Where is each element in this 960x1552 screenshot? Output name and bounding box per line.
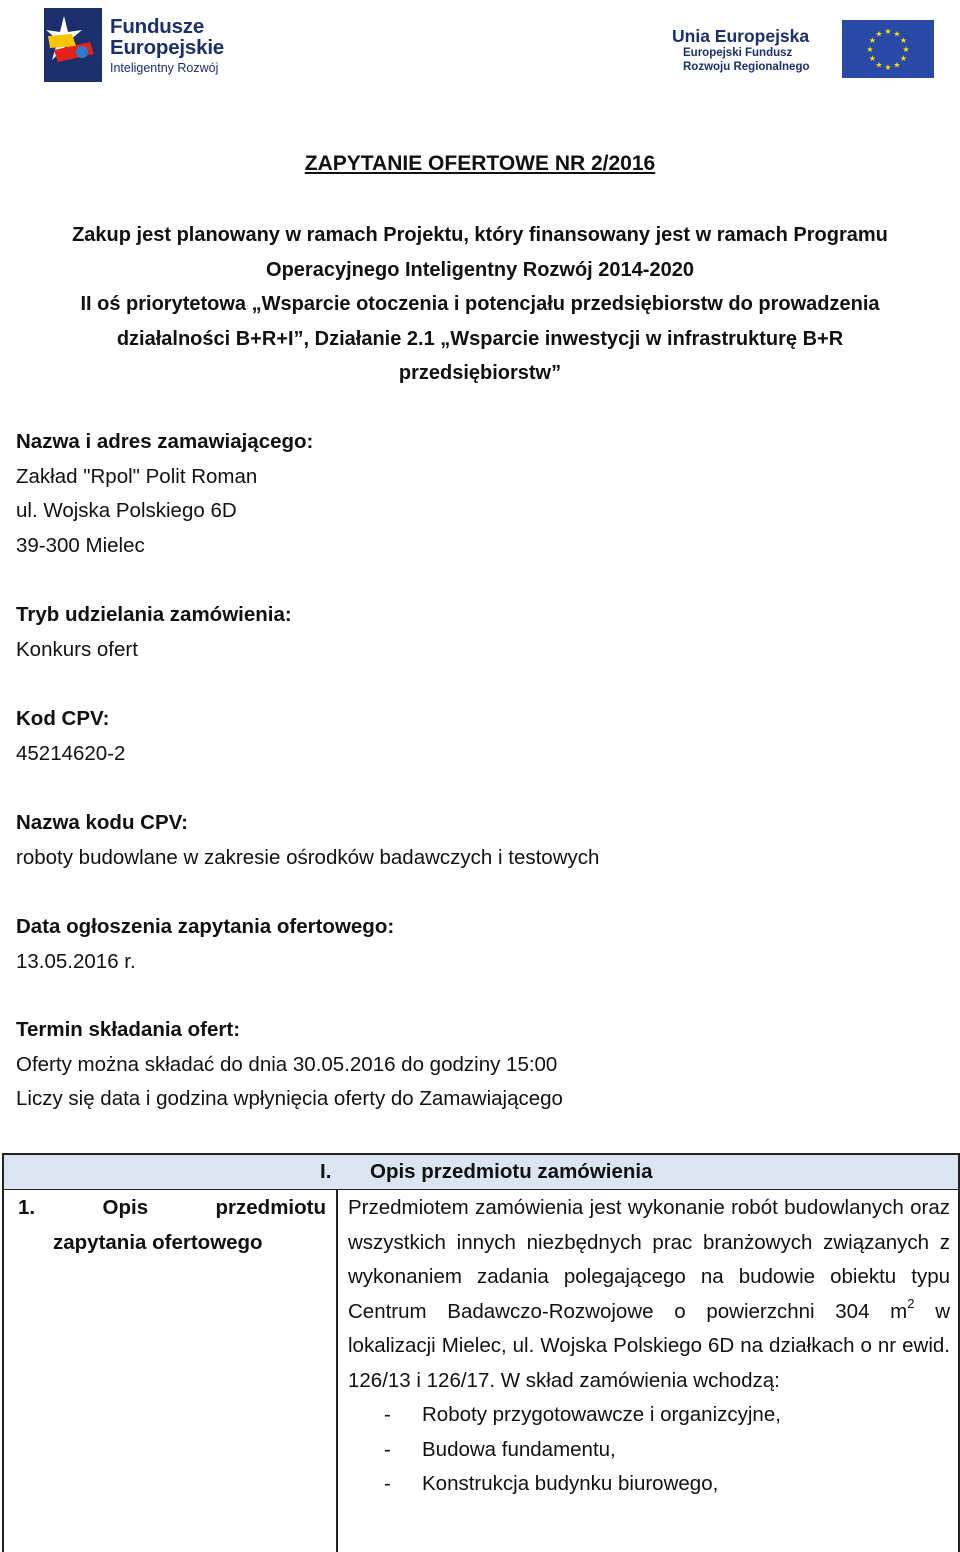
list-item <box>348 1398 950 1433</box>
section-value: 45214620-2 <box>16 741 126 765</box>
fe-logo-line3: Inteligentny Rozwój <box>110 61 219 75</box>
svg-text:★: ★ <box>868 36 877 45</box>
table-column-divider <box>336 1190 338 1552</box>
intro-line: działalności B+R+I”, Działanie 2.1 „Wsparcie inwestycji w infrastrukturę B+R <box>116 327 844 350</box>
svg-text:★: ★ <box>884 63 892 72</box>
svg-text:★: ★ <box>902 45 910 54</box>
deadline-line: Liczy się data i godzina wpłynięcia oferty do Zamawiającego <box>16 1087 563 1110</box>
svg-text:★: ★ <box>893 60 901 70</box>
row-label-word: przedmiotu <box>215 1196 326 1219</box>
eu-logo-line3: Rozwoju Regionalnego <box>683 61 810 73</box>
section-value: 13.05.2016 r. <box>16 949 136 973</box>
svg-text:★: ★ <box>899 36 908 45</box>
svg-text:★: ★ <box>875 29 883 39</box>
section-zamawiajacy <box>16 425 313 563</box>
unia-europejska-logo <box>672 20 934 82</box>
svg-text:★: ★ <box>866 45 874 54</box>
section-heading: Data ogłoszenia zapytania ofertowego: <box>16 915 395 938</box>
eu-logo-line2: Europejski Fundusz <box>683 47 793 59</box>
eu-logo-line1: Unia Europejska <box>672 26 810 46</box>
description-paragraph <box>348 1191 950 1398</box>
section-value: roboty budowlane w zakresie ośrodków badawczych i testowych <box>16 845 600 869</box>
company-city: 39-300 Mielec <box>16 533 145 557</box>
table-left-cell <box>18 1191 326 1260</box>
section-heading: Tryb udzielania zamówienia: <box>16 603 292 626</box>
list-item-text: Roboty przygotowawcze i organizcyjne, <box>422 1403 781 1426</box>
svg-text:★: ★ <box>868 54 877 63</box>
list-item <box>348 1467 950 1502</box>
table-header-label: Opis przedmiotu zamówienia <box>370 1160 653 1183</box>
list-item-text: Konstrukcja budynku biurowego, <box>422 1472 719 1495</box>
list-dash: - <box>384 1472 391 1495</box>
section-value: Konkurs ofert <box>16 637 138 661</box>
description-text: Przedmiotem zamówienia jest wykonanie robót budowlanych oraz wszystkich innych niezbędnych prac branżowych związanych z wykonaniem zadania polegającego na budowie obiektu typu Centrum Badawczo-Rozwojowe o powierzchni 304 m <box>348 1196 950 1323</box>
scope-list <box>348 1398 950 1502</box>
section-cpv <box>16 702 125 771</box>
list-item-text: Budowa fundamentu, <box>422 1437 616 1461</box>
list-item <box>348 1433 950 1468</box>
section-heading: Nazwa kodu CPV: <box>16 811 189 834</box>
section-tryb <box>16 598 292 667</box>
intro-line: przedsiębiorstw” <box>398 362 562 384</box>
fe-logo-line2: Europejskie <box>110 36 225 59</box>
document-title: ZAPYTANIE OFERTOWE NR 2/2016 <box>304 152 656 175</box>
company-street: ul. Wojska Polskiego 6D <box>16 499 237 522</box>
eu-flag-icon <box>842 20 934 78</box>
row-label-word: Opis <box>102 1196 149 1219</box>
table-right-cell <box>348 1191 950 1502</box>
section-deadline <box>16 1013 563 1117</box>
svg-text:★: ★ <box>899 54 908 63</box>
superscript: 2 <box>907 1295 915 1311</box>
svg-text:★: ★ <box>893 29 901 39</box>
section-cpv-name <box>16 806 599 875</box>
fe-star-logo-icon <box>42 6 106 84</box>
list-dash: - <box>384 1403 391 1426</box>
row-label-line2: zapytania ofertowego <box>53 1230 263 1254</box>
section-heading: Kod CPV: <box>16 707 110 730</box>
table-header <box>4 1155 958 1190</box>
intro-line: II oś priorytetowa „Wsparcie otoczenia i potencjału przedsiębiorstw do prowadzenia <box>80 293 880 315</box>
deadline-line: Oferty można składać do dnia 30.05.2016 do godziny 15:00 <box>16 1052 558 1076</box>
fe-logo-line1: Fundusze <box>110 15 205 38</box>
intro-line: Operacyjnego Inteligentny Rozwój 2014-2020 <box>266 258 694 281</box>
table-header-number: I. <box>320 1160 332 1183</box>
row-number: 1. <box>18 1196 36 1219</box>
description-table <box>2 1153 960 1552</box>
section-announcement-date <box>16 910 394 979</box>
fundusze-europejskie-logo <box>42 6 257 84</box>
svg-text:★: ★ <box>884 27 892 36</box>
company-name: Zakład "Rpol" Polit Roman <box>16 464 258 488</box>
intro-line: Zakup jest planowany w ramach Projektu, który finansowany jest w ramach Programu <box>72 224 888 246</box>
section-heading: Nazwa i adres zamawiającego: <box>16 430 314 453</box>
svg-text:★: ★ <box>875 60 883 70</box>
intro-paragraph <box>16 218 944 391</box>
section-heading: Termin składania ofert: <box>16 1018 241 1041</box>
list-dash: - <box>384 1437 391 1461</box>
description-text: w lokalizacji Mielec, ul. Wojska Polskiego 6D na działkach o nr ewid. 126/13 i 126/17. W skład zamówienia wchodzą: <box>348 1299 951 1392</box>
